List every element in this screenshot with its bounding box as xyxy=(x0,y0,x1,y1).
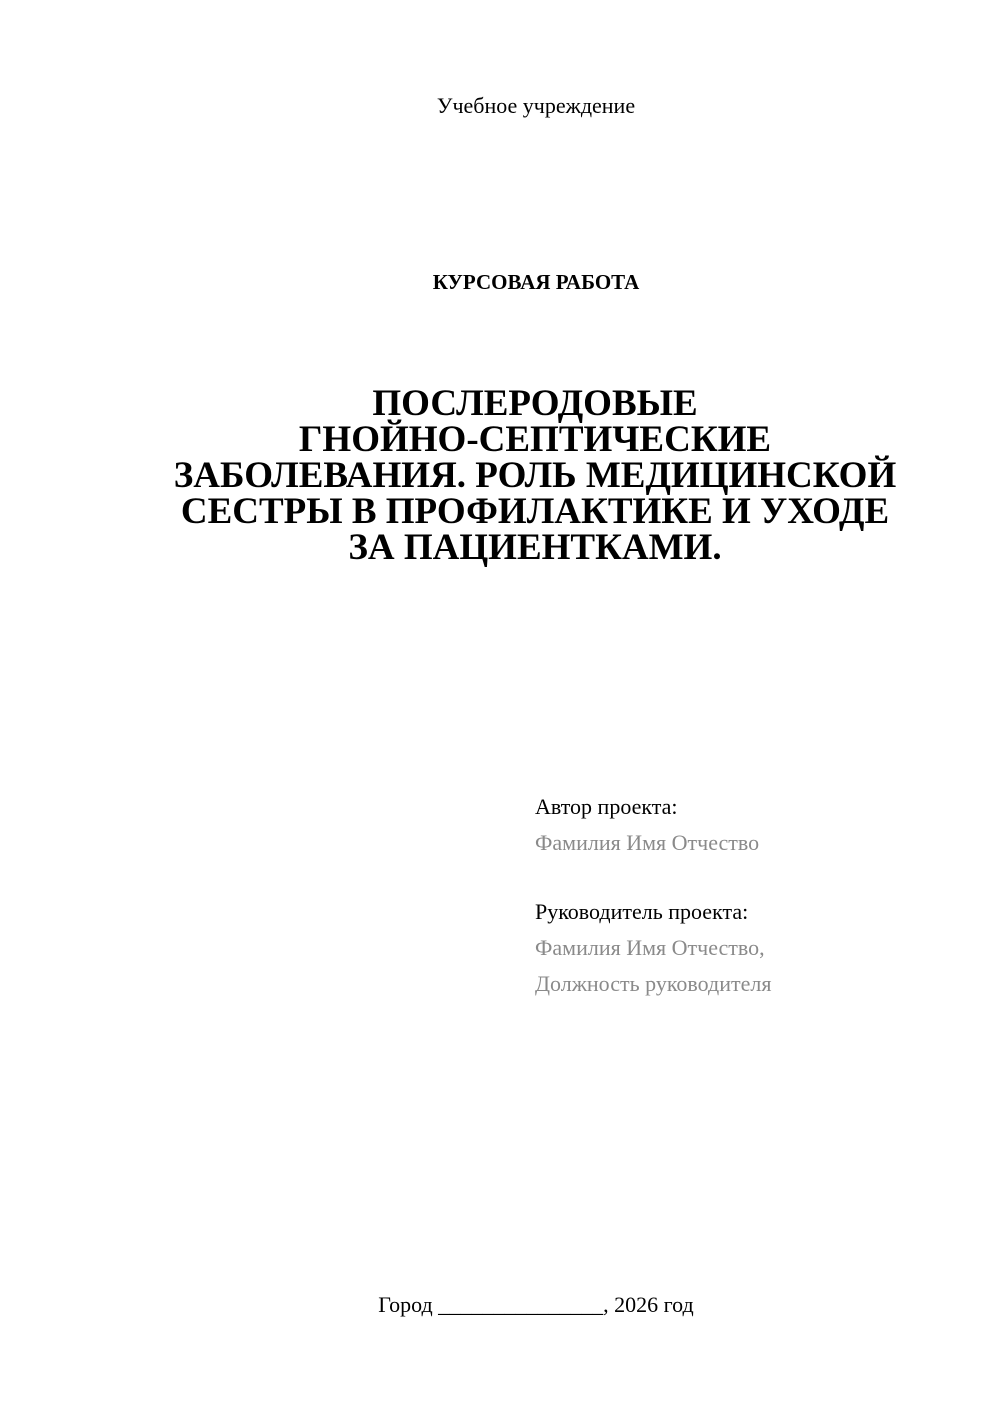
city-year-line: Город _______________, 2026 год xyxy=(378,1292,694,1317)
work-title-line: ЗАБОЛЕВАНИЯ. РОЛЬ МЕДИЦИНСКОЙ xyxy=(173,455,897,496)
author-label: Автор проекта: xyxy=(535,794,678,819)
author-name-placeholder: Фамилия Имя Отчество xyxy=(535,830,760,855)
institution-name: Учебное учреждение xyxy=(436,93,636,118)
supervisor-name-placeholder: Фамилия Имя Отчество, xyxy=(535,935,765,960)
work-title-line: ПОСЛЕРОДОВЫЕ xyxy=(372,383,698,424)
work-title xyxy=(150,383,920,568)
author-block xyxy=(535,789,965,861)
supervisor-position-placeholder: Должность руководителя xyxy=(535,971,772,996)
work-title-line: ГНОЙНО-СЕПТИЧЕСКИЕ xyxy=(298,419,772,460)
supervisor-block xyxy=(535,894,965,1002)
supervisor-label: Руководитель проекта: xyxy=(535,899,749,924)
work-title-line: СЕСТРЫ В ПРОФИЛАКТИКЕ И УХОДЕ xyxy=(180,491,890,532)
work-title-line: ЗА ПАЦИЕНТКАМИ. xyxy=(348,527,722,568)
work-type-heading: КУРСОВАЯ РАБОТА xyxy=(432,270,640,294)
